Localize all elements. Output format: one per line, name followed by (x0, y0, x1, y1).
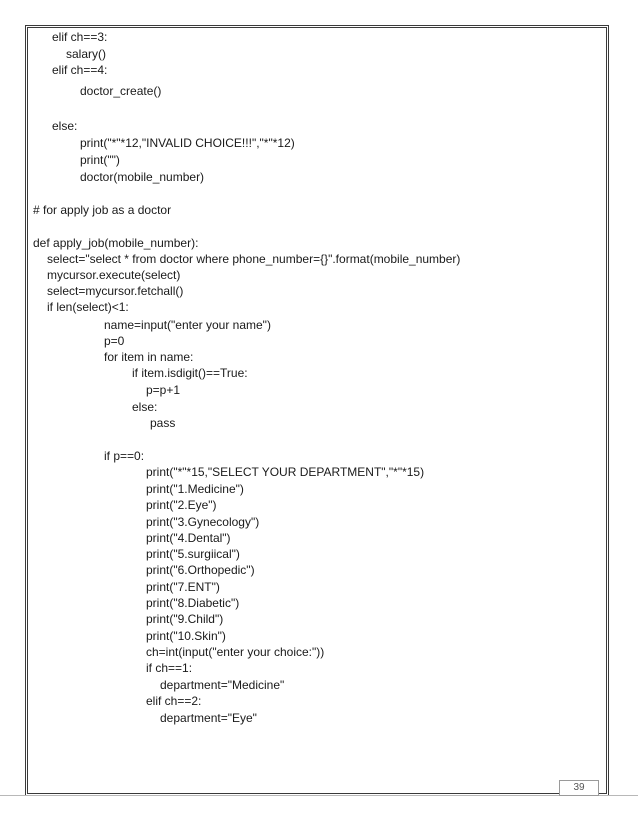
code-line: select="select * from doctor where phone_number={}".format(mobile_number) (47, 252, 461, 266)
footer-rule (0, 795, 638, 796)
code-line: select=mycursor.fetchall() (47, 284, 184, 298)
code-line: print("*"*15,"SELECT YOUR DEPARTMENT","*"*15) (146, 465, 425, 479)
code-line: pass (150, 416, 176, 430)
code-line: department="Medicine" (160, 678, 285, 692)
code-line: if ch==1: (146, 661, 193, 675)
code-line: print("2.Eye") (146, 498, 217, 512)
code-line: mycursor.execute(select) (47, 268, 181, 282)
code-line: doctor(mobile_number) (80, 170, 205, 184)
code-line: print("*"*12,"INVALID CHOICE!!!","*"*12) (80, 136, 295, 150)
code-line: print("1.Medicine") (146, 482, 244, 496)
code-line: print("3.Gynecology") (146, 515, 260, 529)
code-line: if len(select)<1: (47, 300, 129, 314)
code-line: print("5.surgiical") (146, 547, 240, 561)
code-line: elif ch==3: (52, 30, 108, 44)
code-line: print("6.Orthopedic") (146, 563, 255, 577)
code-comment: # for apply job as a doctor (33, 203, 172, 217)
code-line: elif ch==2: (146, 694, 202, 708)
code-line: name=input("enter your name") (104, 318, 271, 332)
code-line: print("4.Dental") (146, 531, 231, 545)
code-line: def apply_job(mobile_number): (33, 236, 199, 250)
code-line: p=p+1 (146, 383, 181, 397)
code-line: if p==0: (104, 449, 145, 463)
code-line: elif ch==4: (52, 63, 108, 77)
code-line: print("") (80, 153, 120, 167)
code-line: for item in name: (104, 350, 194, 364)
code-line: doctor_create() (80, 84, 162, 98)
code-line: else: (132, 400, 158, 414)
code-line: print("10.Skin") (146, 629, 226, 643)
code-line: print("9.Child") (146, 612, 224, 626)
code-line: p=0 (104, 334, 125, 348)
code-line: else: (52, 119, 78, 133)
code-line: ch=int(input("enter your choice:")) (146, 645, 325, 659)
code-line: salary() (66, 47, 107, 61)
code-line: department="Eye" (160, 711, 257, 725)
code-line: if item.isdigit()==True: (132, 366, 248, 380)
page-number: 39 (559, 780, 599, 796)
code-line: print("7.ENT") (146, 580, 220, 594)
code-line: print("8.Diabetic") (146, 596, 240, 610)
